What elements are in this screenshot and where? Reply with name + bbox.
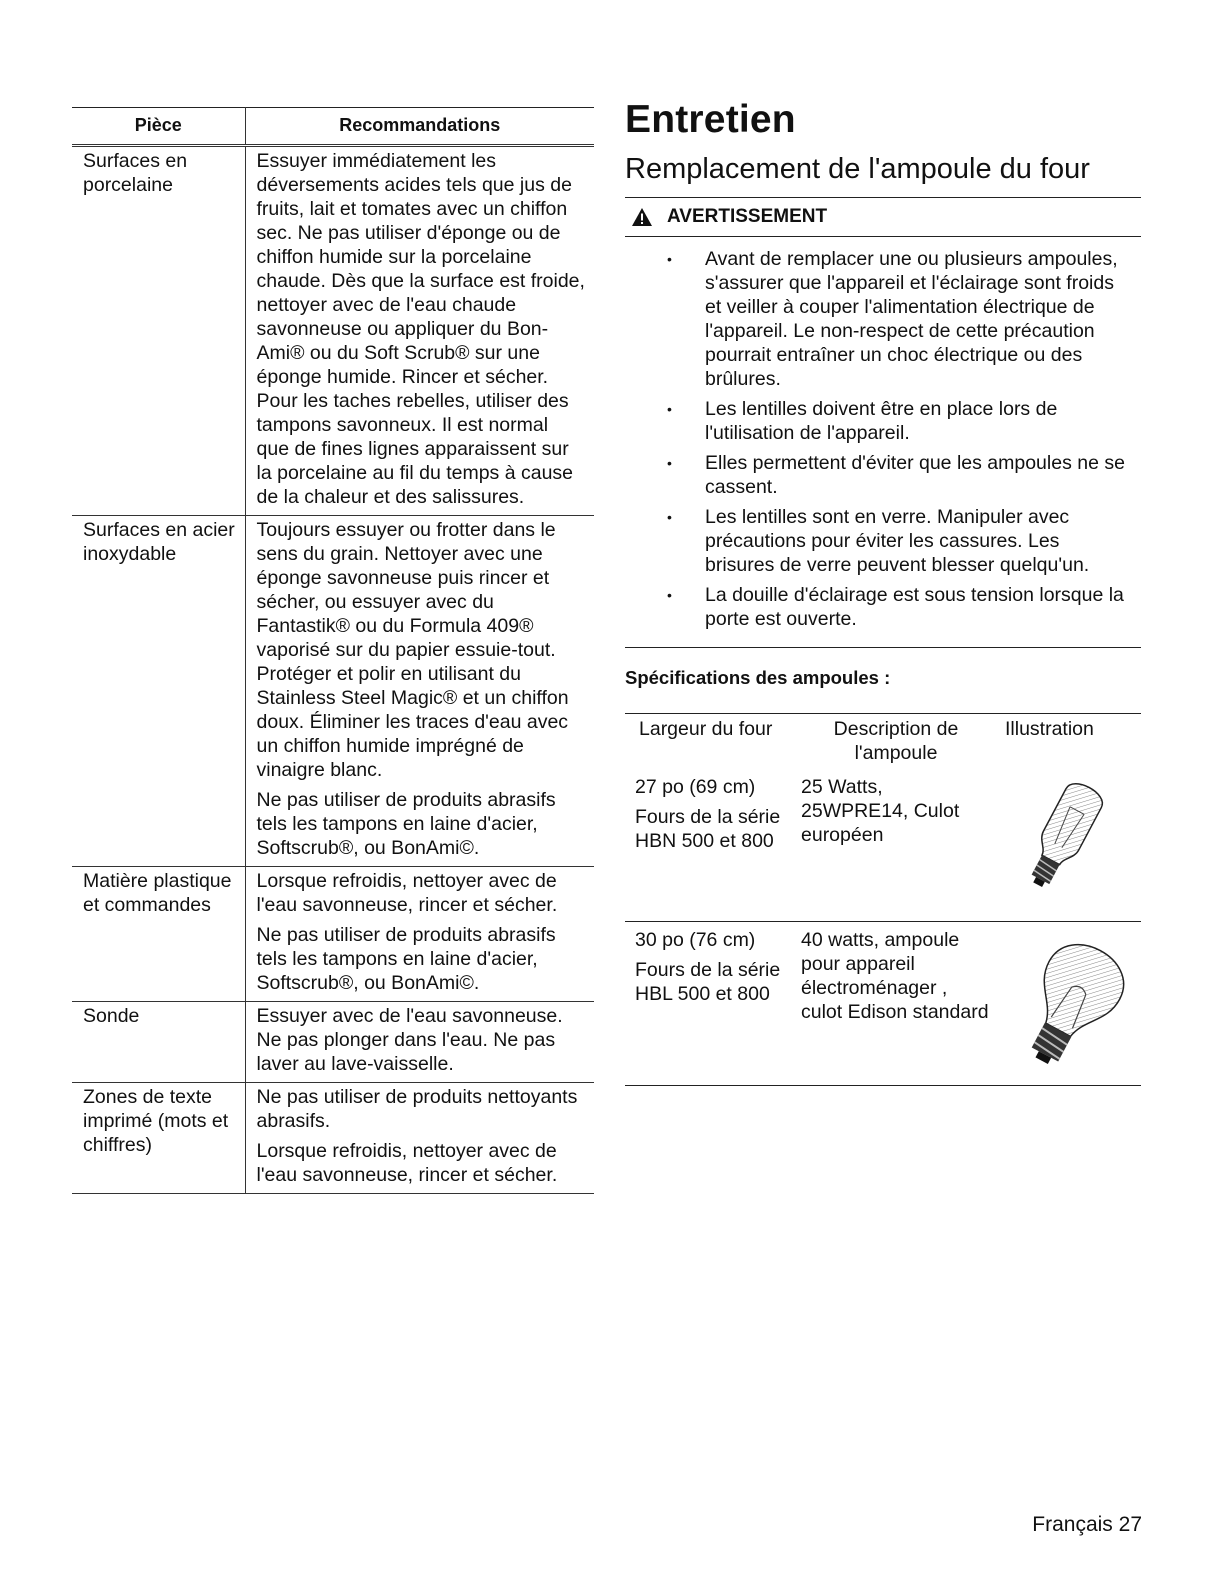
row-part: Zones de texte imprimé (mots et chiffres) [72,1083,245,1194]
oven-width: 27 po (69 cm) [635,776,756,798]
section-subtitle: Remplacement de l'ampoule du four [625,153,1090,185]
warning-list [625,237,1141,647]
small-bulb-icon [1001,775,1121,905]
recommendation-text: Essuyer immédiatement les déversements acides tels que jus de fruits, lait et tomates avec un chiffon sec. Ne pas utiliser d'éponge ou de chiffon humide sur la porcelaine chaude. Dès que la surface est froide, nettoyer avec de l'eau chaude savonneuse ou appliquer du Bon-Ami® ou du Soft Scrub® sur une éponge humide. Rincer et sécher. Pour les taches rebelles, utiliser des tampons savonneux. Il est normal que de fines lignes apparaissent sur la porcelaine au fil du temps à cause de la chaleur et des salissures. [256,150,585,508]
bulb-width [625,771,801,921]
list-item: • La douille d'éclairage est sous tension lorsque la porte est ouverte. [625,583,1141,631]
list-item: • Les lentilles sont en verre. Manipuler avec précautions pour éviter les cassures. Les brisures de verre peuvent blesser quelqu'un. [625,505,1141,577]
header-recommendations: Recommandations [245,108,594,146]
row-part: Matière plastique et commandes [72,867,245,1002]
table-row [72,1083,594,1194]
table-row [72,146,594,516]
bulb-illustration [991,921,1141,1085]
care-table-header [72,108,594,146]
warning-triangle-icon [631,207,653,227]
table-row [625,921,1141,1085]
oven-series: Fours de la série HBN 500 et 800 [635,806,781,852]
page-footer: Français 27 [1032,1513,1142,1536]
spec-title: Spécifications des ampoules : [625,667,891,688]
bulb-table-header [625,714,1141,772]
table-row [72,867,594,1002]
table-row [625,771,1141,921]
row-part: Sonde [72,1002,245,1083]
warning-label: AVERTISSEMENT [667,206,828,227]
table-row [72,516,594,867]
recommendation-text: Essuyer avec de l'eau savonneuse. Ne pas plonger dans l'eau. Ne pas laver au lave-vaisselle. [256,1005,563,1075]
section-title: Entretien [625,98,796,141]
recommendation-text: Lorsque refroidis, nettoyer avec de l'eau savonneuse, rincer et sécher. [256,1140,558,1186]
bulb-table [625,713,1141,1086]
header-description: Description de l'ampoule [801,714,991,772]
list-item: • Elles permettent d'éviter que les ampoules ne se cassent. [625,451,1141,499]
bulb-description: 25 Watts, 25WPRE14, Culot européen [801,776,960,846]
row-recommendation [245,1002,594,1083]
oven-series: Fours de la série HBL 500 et 800 [635,958,781,1005]
recommendation-text: Lorsque refroidis, nettoyer avec de l'eau savonneuse, rincer et sécher. [256,870,558,916]
recommendation-text: Ne pas utiliser de produits nettoyants abrasifs. [256,1086,578,1132]
recommendation-text: Ne pas utiliser de produits abrasifs tels les tampons en laine d'acier, Softscrub®, ou BonAmi©. [256,924,556,994]
list-item: • Avant de remplacer une ou plusieurs ampoules, s'assurer que l'appareil et l'éclairage sont froids et veiller à couper l'alimentation électrique de l'appareil. Le non-respect de cette précaution pourrait entraîner un choc électrique ou des brûlures. [625,247,1141,391]
header-part: Pièce [72,108,245,146]
row-recommendation [245,867,594,1002]
list-item: • Les lentilles doivent être en place lors de l'utilisation de l'appareil. [625,397,1141,445]
oven-width: 30 po (76 cm) [635,928,756,951]
edison-bulb-icon [1001,928,1141,1078]
header-width: Largeur du four [625,714,801,772]
recommendation-text: Toujours essuyer ou frotter dans le sens du grain. Nettoyer avec une éponge savonneuse puis rincer et sécher, ou essuyer avec du Fantastik® ou du Formula 409® vaporisé sur du papier essuie-tout. Protéger et polir en utilisant du Stainless Steel Magic® et un chiffon doux. Éliminer les traces d'eau avec un chiffon humide imprégné de vinaigre blanc. [256,519,569,781]
header-illustration: Illustration [991,714,1141,772]
row-recommendation [245,146,594,516]
recommendation-text: Ne pas utiliser de produits abrasifs tels les tampons en laine d'acier, Softscrub®, ou BonAmi©. [256,789,556,859]
row-recommendation [245,516,594,867]
care-table [72,107,594,1194]
maintenance-section [625,96,1141,1086]
bulb-description: 40 watts, ampoule pour appareil électroménager , culot Edison standard [801,921,991,1085]
row-part: Surfaces en porcelaine [72,146,245,516]
table-row [72,1002,594,1083]
divider [625,647,1141,648]
row-part: Surfaces en acier inoxydable [72,516,245,867]
bulb-illustration [991,771,1141,921]
warning-header [625,198,1141,236]
row-recommendation [245,1083,594,1194]
bulb-width [625,921,801,1085]
